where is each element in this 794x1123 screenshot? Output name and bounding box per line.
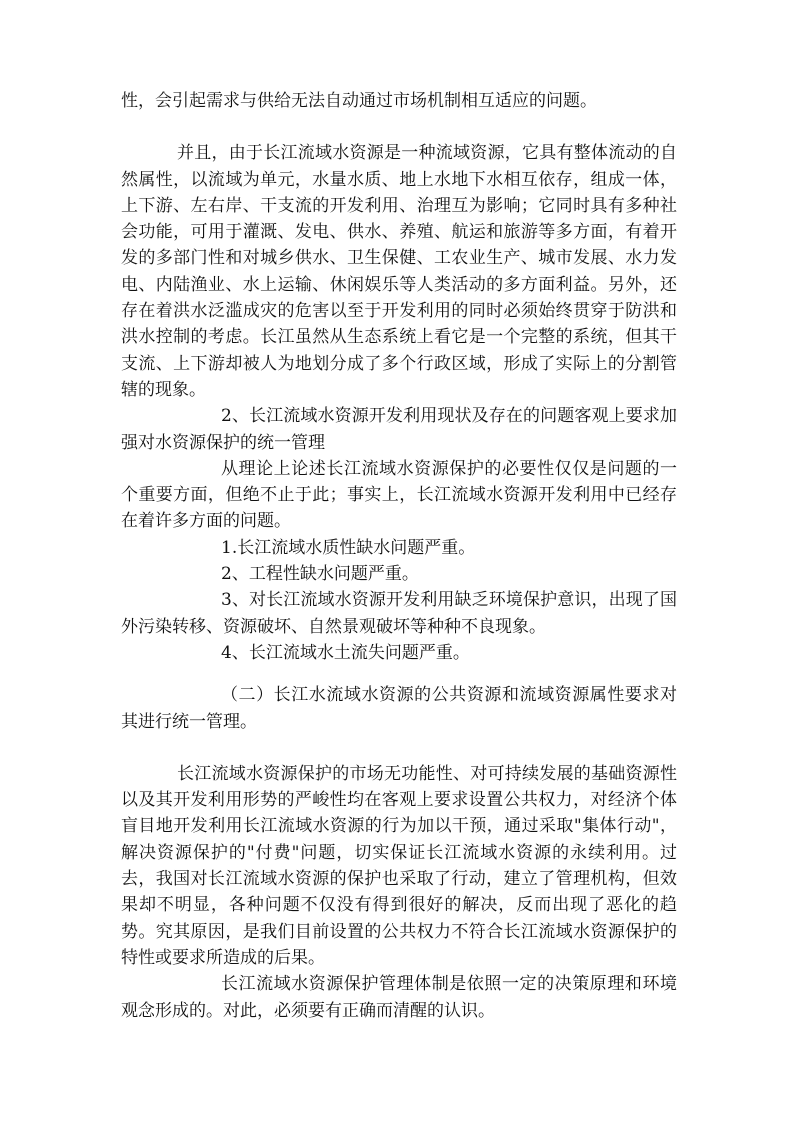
paragraph-theory: 从理论上论述长江流域水资源保护的必要性仅仅是问题的一个重要方面，但绝不止于此；事实上，长江流域水资源开发利用中已经存在着许多方面的问题。 — [121, 458, 677, 532]
section-heading-2: 2、长江流域水资源开发利用现状及存在的问题客观上要求加强对水资源保护的统一管理 — [121, 406, 677, 453]
paragraph-basin-attributes: 并且，由于长江流域水资源是一种流域资源，它具有整体流动的自然属性，以流域为单元，水量水质、地上水地下水相互依存，组成一体，上下游、左右岸、干支流的开发利用、治理互为影响；它同时具有多种社会功能，可用于灌溉、发电、供水、养殖、航运和旅游等多方面，有着开发的多部门性和对城乡供水、卫生保健、工农业生产、城市发展、水力发电、内陆渔业、水上运输、休闲娱乐等人类活动的多方面利益。另外，还存在着洪水泛滥成灾的危害以至于开发利用的同时必须始终贯穿于防洪和洪水控制的考虑。长江虽然从生态系统上看它是一个完整的系统，但其干支流、上下游却被人为地划分成了多个行政区域，形成了实际上的分割管辖的现象。 — [121, 143, 677, 400]
spacer — [121, 666, 677, 682]
list-item-3: 3、对长江流域水资源开发利用缺乏环境保护意识，出现了国外污染转移、资源破坏、自然景观破坏等种种不良现象。 — [121, 590, 677, 637]
spacer — [121, 114, 677, 140]
spacer — [121, 735, 677, 761]
paragraph-continuation: 性，会引起需求与供给无法自动通过市场机制相互适应的问题。 — [121, 91, 597, 111]
paragraph-public-power: 长江流域水资源保护的市场无功能性、对可持续发展的基础资源性以及其开发利用形势的严峻性均在客观上要求设置公共权力，对经济个体盲目地开发利用长江流域水资源的行为加以干预，通过采取"集体行动"，解决资源保护的"付费"问题，切实保证长江流域水资源的永续利用。过去，我国对长江流域水资源的保护也采取了行动，建立了管理机构，但效果却不明显，各种问题不仅没有得到很好的解决，反而出现了恶化的趋势。究其原因，是我们目前设置的公共权力不符合长江流域水资源保护的特性或要求所造成的后果。 — [121, 763, 677, 968]
list-item-4: 4、长江流域水土流失问题严重。 — [221, 642, 470, 663]
section-heading-er: （二）长江水流域水资源的公共资源和流域资源属性要求对其进行统一管理。 — [121, 685, 677, 732]
document-body — [121, 88, 677, 1024]
list-item-2: 2、工程性缺水问题严重。 — [221, 564, 419, 585]
paragraph-management-system: 长江流域水资源保护管理体制是依照一定的决策原理和环境观念形成的。对此，必须要有正确而清醒的认识。 — [121, 974, 677, 1021]
list-item-1: 1.长江流域水质性缺水问题严重。 — [221, 537, 476, 558]
